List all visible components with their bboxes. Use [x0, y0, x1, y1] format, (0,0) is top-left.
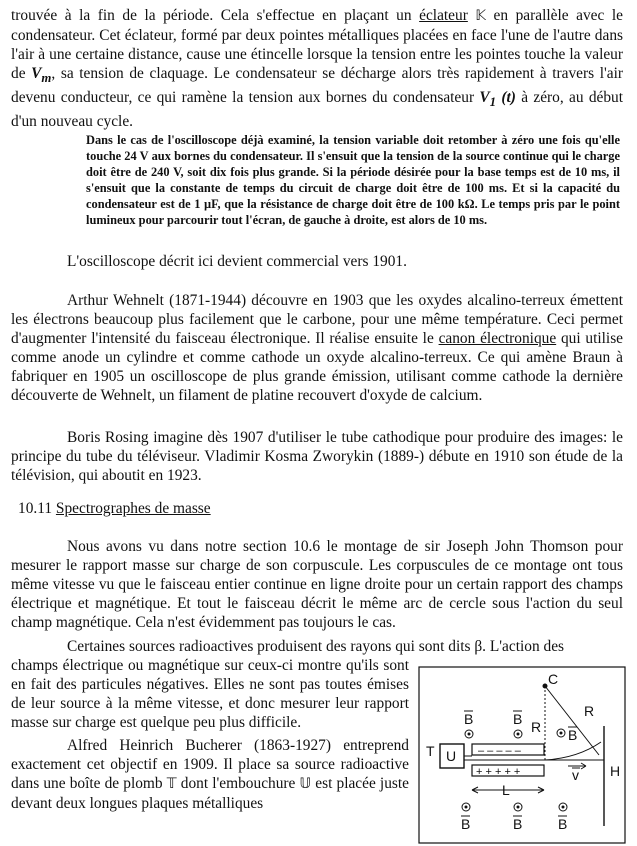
label-l: L	[502, 782, 510, 798]
b-field-bottom	[461, 803, 567, 832]
link-canon-electronique[interactable]: canon électronique	[438, 330, 557, 347]
bucherer-diagram	[418, 666, 626, 844]
beam-arc	[545, 742, 601, 760]
text: est placée juste devant deux longues plaques métalliques	[11, 775, 409, 812]
label-b: B	[461, 816, 471, 832]
section-number: 10.11	[18, 500, 53, 517]
text: trouvée à la fin de la période. Cela s'effectue en plaçant un	[11, 7, 420, 24]
symbol-k: 𝕂	[475, 8, 486, 24]
label-c: C	[548, 671, 559, 687]
plate-positive-signs: + + + + +	[476, 766, 521, 778]
symbol-u: 𝕌	[299, 776, 312, 792]
paragraph-thomson: Nous avons vu dans notre section 10.6 le montage de sir Joseph John Thomson pour mesurer le rapport masse sur charge de son corpuscule. Les corpuscules de ce montage ont tous même vitesse vu que le faisceau entier continue en ligne droite pour un certain rapport des champs électrique et magnétique. Et tout le faisceau décrit le même arc de cercle sous l'action du seul champ magnétique. Cela n'est évidemment pas toujours le cas.	[11, 538, 623, 631]
label-r2: R	[531, 719, 542, 735]
section-heading	[18, 499, 418, 518]
plate-negative-signs: – – – – –	[478, 745, 521, 757]
symbol-t: 𝕋	[166, 776, 177, 792]
label-b: B	[513, 711, 523, 727]
label-b: B	[513, 816, 523, 832]
text: Alfred Heinrich Bucherer (1863-1927) entreprend exactement cet objectif en 1909. Il place sa source radioactive dans une boîte de plomb	[11, 737, 409, 792]
var-vm: $V_m$	[31, 65, 52, 86]
text: , sa tension de claquage. Le condensateur se décharge alors très rapidement à travers l'air devenu conducteur, ce qui ramène la tension aux bornes du condensateur	[11, 65, 623, 107]
label-h: H	[610, 763, 621, 779]
text: Arthur Wehnelt (1871-1944) découvre en 1903 que les oxydes alcalino-terreux émettent les électrons beaucoup plus facilement que le carbone, pour une même température. Ceci permet d'augmenter l'intensité du faisceau électronique. Il réalise ensuite le	[11, 292, 623, 347]
text: dont l'embouchure	[176, 775, 300, 792]
label-r: R	[584, 703, 595, 719]
paragraph-beta-rest: champs électrique ou magnétique sur ceux-ci montre qu'ils sont en fait des particules négatives. Elles ne sont pas toutes émises de leur source à la même vitesse, et donc mesurer leur rapport masse sur charge est quelque peu plus difficile.	[11, 657, 409, 731]
radius-line	[545, 686, 599, 755]
label-b: B	[568, 727, 578, 743]
paragraph-commercial: L'oscilloscope décrit ici devient commercial vers 1901.	[67, 253, 407, 270]
section-title[interactable]: Spectrographes de masse	[55, 500, 211, 517]
paragraph-rosing: Boris Rosing imagine dès 1907 d'utiliser le tube cathodique pour produire des images: le principe du tube du téléviseur. Vladimir Kosma Zworykin (1889-) débute en 1910 son étude de la télévision, qui aboutit en 1923.	[11, 429, 623, 484]
paragraph-bucherer	[11, 736, 409, 813]
paragraph-eclateur	[11, 6, 623, 131]
b-field-top	[464, 711, 577, 743]
text: à zéro, au début d'un nouveau cycle.	[11, 89, 624, 131]
note-oscilloscope: Dans le cas de l'oscilloscope déjà examiné, la tension variable doit retomber à zéro une fois qu'elle touche 24 V aux bornes du condensateur. Il s'ensuit que la tension de la source continue qui le charge doit être de 240 V, soit dix fois plus grande. Si la période désirée pour la base temps est de 10 ms, il s'ensuit que la constante de temps du circuit de charge doit être de 100 ms. Et si la capacité du condensateur est de 1 µF, que la résistance de charge doit être de 100 kΩ. Le temps pris par le point lumineux pour parcourir tout l'écran, de gauche à droite, est alors de 10 ms.	[86, 133, 620, 227]
paragraph-beta-line1: Certaines sources radioactives produisent des rayons qui sont dits β. L'action des	[67, 638, 565, 655]
label-b: B	[464, 711, 474, 727]
text: qui utilise comme anode un cylindre et comme cathode un oxyde alcalino-terreux. Ce qui amène Braun à fabriquer en 1905 un oscilloscope de plus grande émission, utilisant comme cathode la dernière découverte de Wehnelt, un filament de platine recouvert d'oxyde de calcium.	[11, 330, 624, 404]
label-v: v	[572, 767, 579, 783]
link-eclateur[interactable]: éclateur	[419, 7, 468, 24]
paragraph-wehnelt	[11, 291, 623, 405]
label-u: U	[446, 748, 457, 764]
label-b: B	[558, 816, 568, 832]
label-t: T	[426, 743, 435, 759]
text: en parallèle avec le condensateur. Cet éclateur, formé par deux pointes métalliques placées en face l'une de l'autre dans l'air à une certaine distance, cause une étincelle lorsque la tension entre les pointes touche la valeur de	[11, 7, 623, 82]
var-v1t: $V_1$ (t)	[479, 89, 516, 110]
